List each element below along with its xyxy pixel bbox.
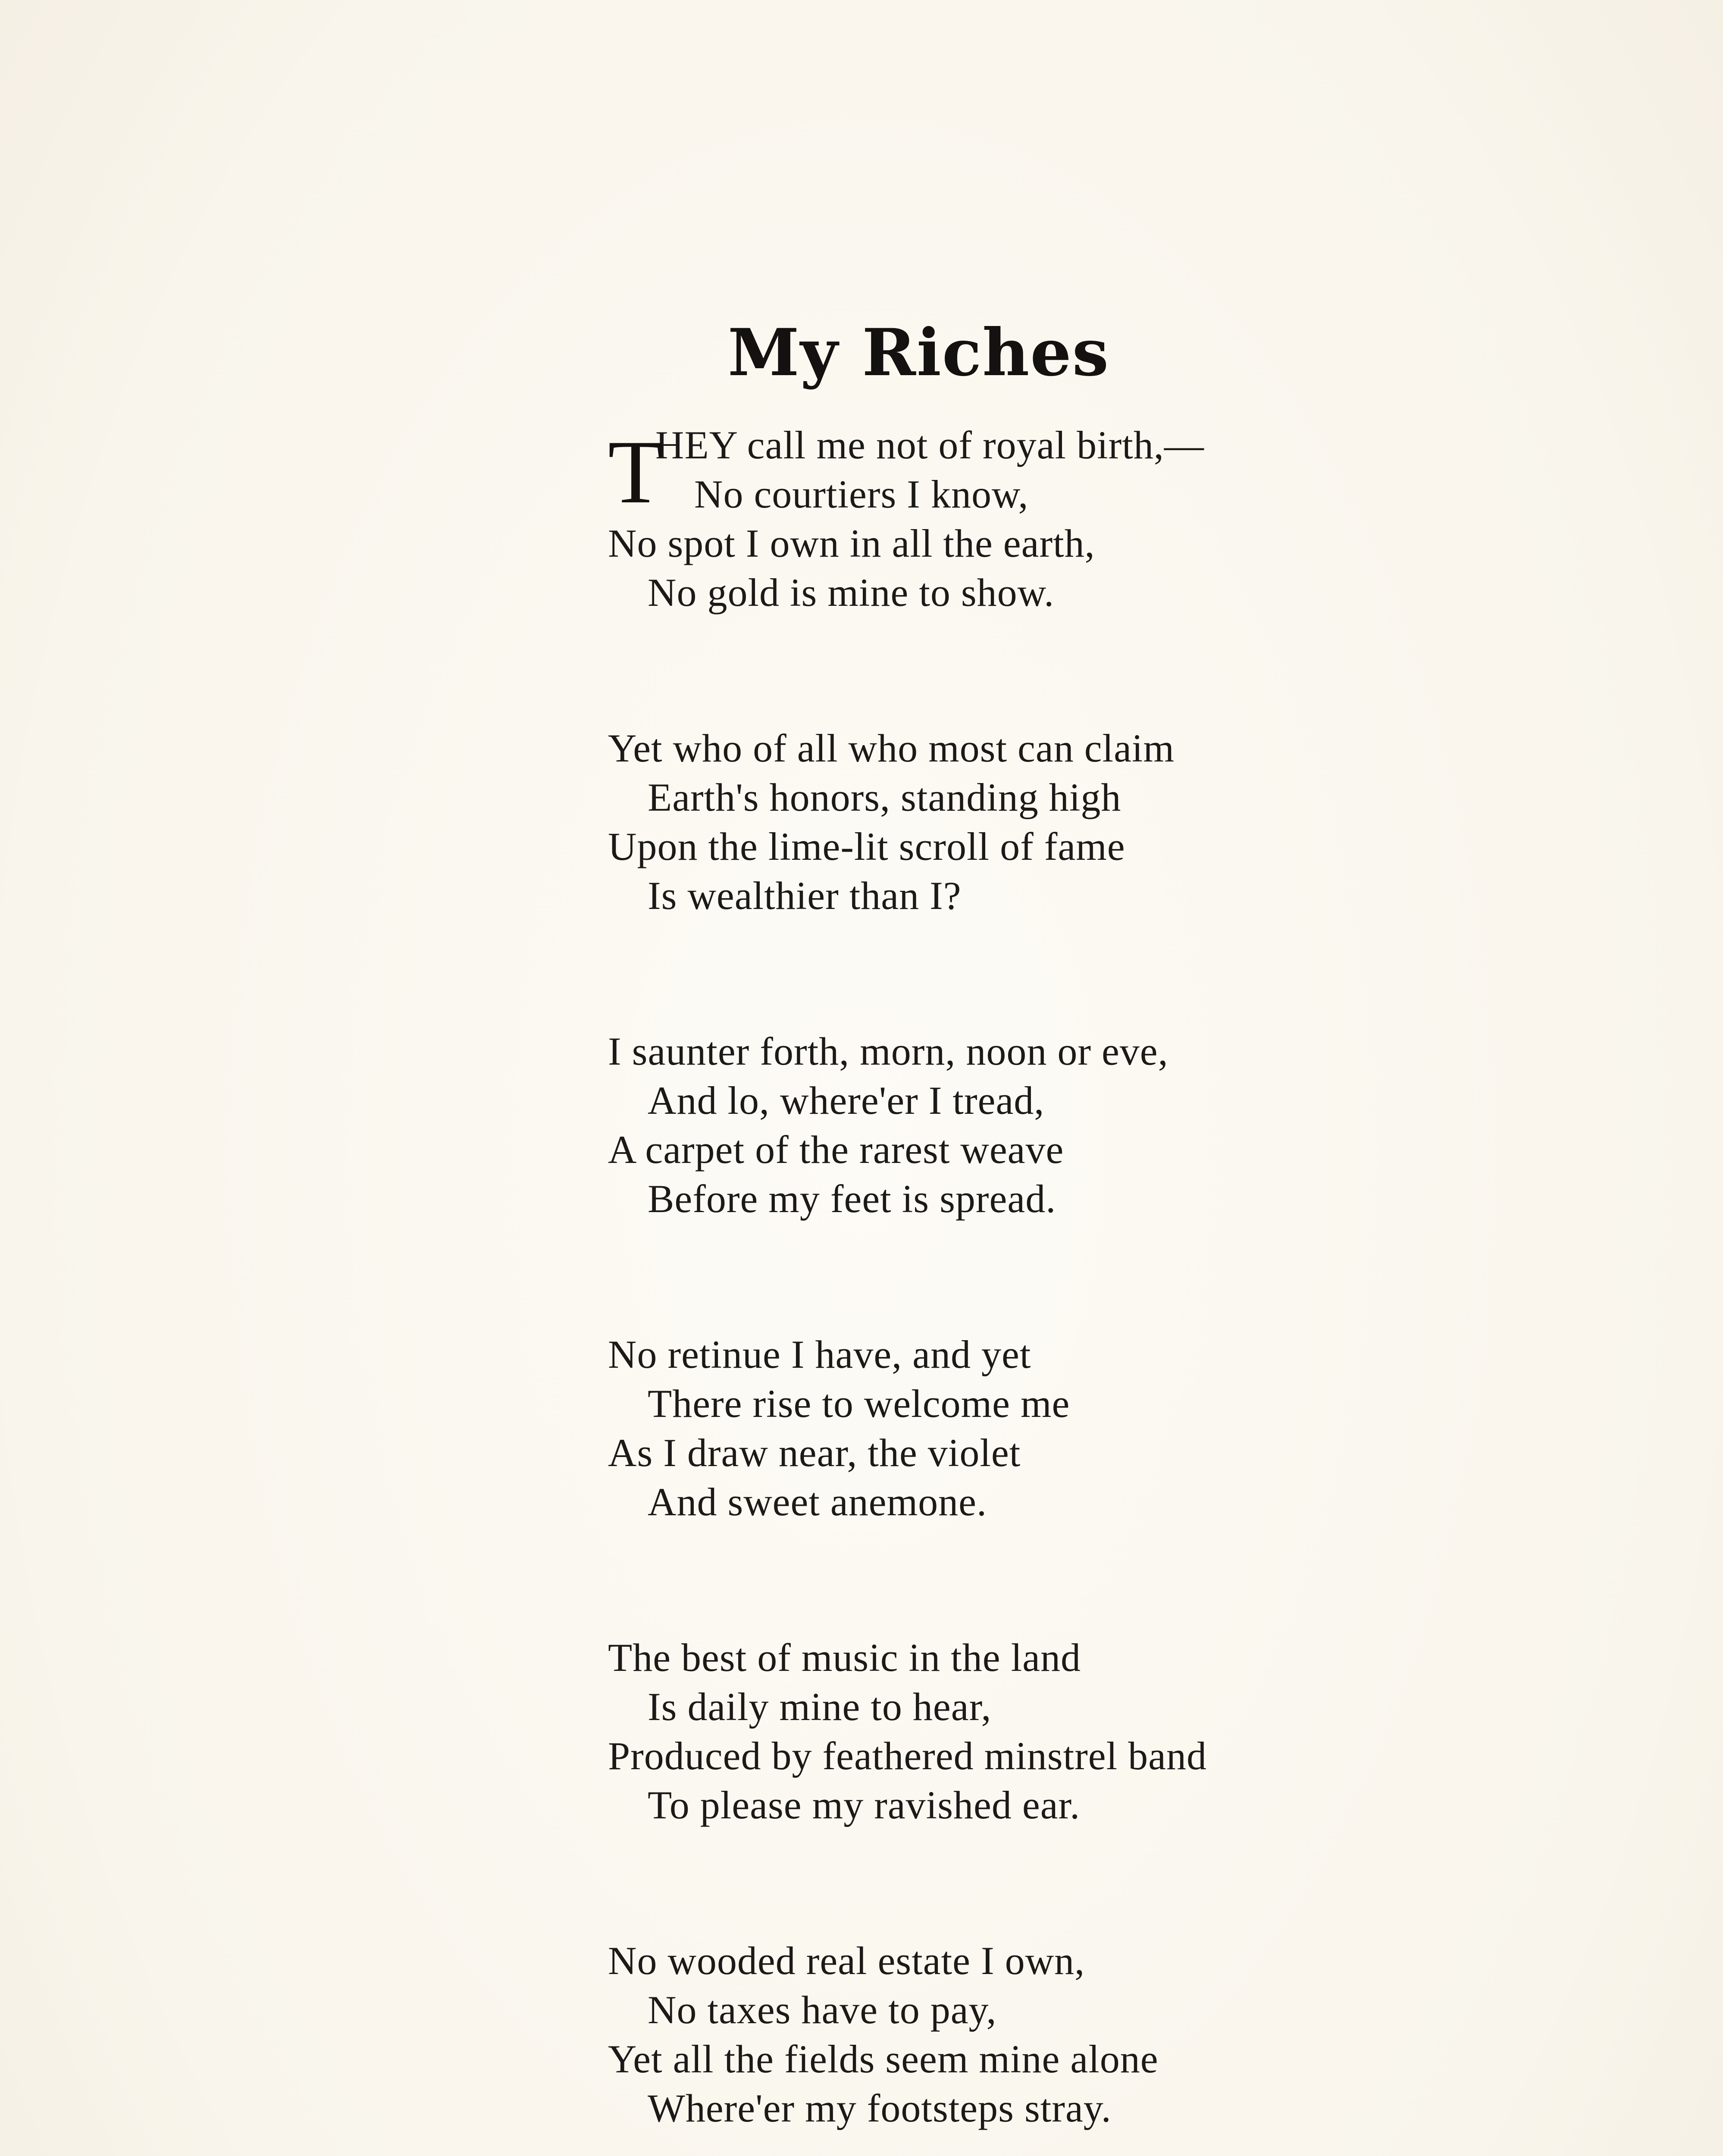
poem-line: Upon the lime-lit scroll of fame — [608, 824, 1125, 868]
poem-line-text: HEY call me not of royal birth,— — [655, 423, 1204, 467]
poem-line: No retinue I have, and yet — [608, 1332, 1031, 1376]
poem-line: I saunter forth, morn, noon or eve, — [608, 1029, 1169, 1073]
poem-line: No taxes have to pay, — [648, 1988, 997, 2032]
poem-line: Produced by feathered minstrel band — [608, 1734, 1207, 1778]
stanza-3 — [608, 1027, 1470, 1223]
poem-line: No gold is mine to show. — [648, 570, 1055, 614]
poem-line: And sweet anemone. — [648, 1480, 987, 1524]
poem-line: As I draw near, the violet — [608, 1431, 1021, 1475]
poem-line: Is daily mine to hear, — [648, 1685, 992, 1729]
poem-line: Yet who of all who most can claim — [608, 726, 1175, 770]
poem-line: No spot I own in all the earth, — [608, 521, 1095, 565]
stanza-5 — [608, 1633, 1470, 1830]
poem-line: Yet all the fields seem mine alone — [608, 2037, 1159, 2081]
poem-line: No courtiers I know, — [694, 472, 1029, 516]
stanza-6 — [608, 1936, 1470, 2133]
poem-line: Is wealthier than I? — [648, 874, 962, 918]
poem-line: Before my feet is spread. — [648, 1177, 1056, 1221]
poem-line: There rise to welcome me — [648, 1382, 1070, 1426]
poem-line: A carpet of the rarest weave — [608, 1128, 1064, 1172]
drop-cap: T — [608, 422, 664, 522]
poem-line: Where'er my footsteps stray. — [648, 2086, 1112, 2130]
poem-line: No wooded real estate I own, — [608, 1939, 1085, 1983]
poem-line: The best of music in the land — [608, 1636, 1081, 1680]
poem-title: My Riches — [727, 315, 1110, 391]
poem-line: To please my ravished ear. — [648, 1783, 1081, 1827]
stanza-2 — [608, 724, 1470, 920]
stanza-4 — [608, 1330, 1470, 1526]
poem-line: Earth's honors, standing high — [648, 775, 1122, 819]
stanza-1 — [608, 420, 1470, 617]
poem-body — [608, 420, 1470, 2156]
poem-line: And lo, where'er I tread, — [648, 1078, 1045, 1122]
